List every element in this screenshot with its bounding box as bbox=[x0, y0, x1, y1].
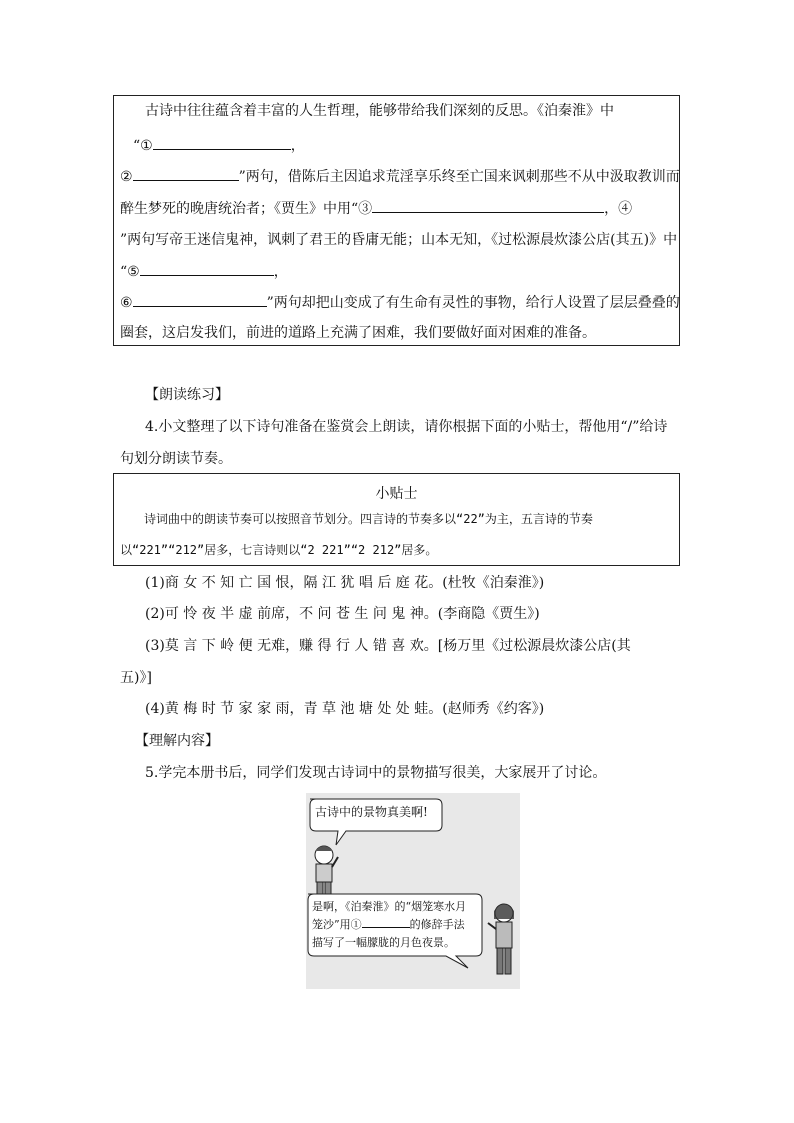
passage-line-2: “① ， bbox=[133, 135, 305, 156]
illustration-art bbox=[306, 793, 520, 989]
discussion-illustration bbox=[306, 793, 520, 989]
blank-1[interactable] bbox=[153, 135, 291, 150]
bubble-2-line-2: 笼沙”用① 的修辞手法 bbox=[312, 918, 465, 931]
poem-3: (3)莫 言 下 岭 便 无难，赚 得 行 人 错 喜 欢。[杨万里《过松源晨炊漆公店(其 bbox=[145, 638, 631, 654]
question-5: 5.学完本册书后，同学们发现古诗词中的景物描写很美，大家展开了讨论。 bbox=[145, 765, 607, 781]
question-4-line-1: 4.小文整理了以下诗句准备在鉴赏会上朗读，请你根据下面的小贴士，帮他用“/”给诗 bbox=[145, 419, 668, 435]
passage-line-1: 古诗中往往蕴含着丰富的人生哲理，能够带给我们深刻的反思。《泊秦淮》中 bbox=[145, 103, 614, 119]
blank-5[interactable] bbox=[140, 261, 274, 276]
section-understand-heading: 【理解内容】 bbox=[135, 733, 219, 749]
section-reading-heading: 【朗读练习】 bbox=[145, 387, 229, 403]
poem-2: (2)可 怜 夜 半 虚 前席，不 问 苍 生 问 鬼 神。(李商隐《贾生》) bbox=[145, 606, 540, 622]
bubble-blank-1[interactable] bbox=[362, 916, 410, 928]
poem-4: (4)黄 梅 时 节 家 家 雨，青 草 池 塘 处 处 蛙。(赵师秀《约客》) bbox=[145, 701, 545, 717]
blank-6[interactable] bbox=[133, 292, 267, 307]
tip-line-2: 以“221”“212”居多，七言诗则以“2 221”“2 212”居多。 bbox=[120, 543, 438, 557]
passage-line-5: ”两句写帝王迷信鬼神，讽刺了君王的昏庸无能；山本无知，《过松源晨炊漆公店(其五)》中 bbox=[120, 232, 678, 248]
blank-2[interactable] bbox=[133, 166, 239, 181]
passage-line-8: 圈套，这启发我们，前进的道路上充满了困难，我们要做好面对困难的准备。 bbox=[120, 325, 596, 341]
blank-3[interactable] bbox=[372, 198, 604, 213]
tip-line-1: 诗词曲中的朗读节奏可以按照音节划分。四言诗的节奏多以“22”为主，五言诗的节奏 bbox=[144, 512, 593, 526]
question-4-line-2: 句划分朗读节奏。 bbox=[120, 451, 232, 467]
passage-line-3: ② ”两句，借陈后主因追求荒淫享乐终至亡国来讽刺那些不从中汲取教训而 bbox=[120, 166, 680, 187]
bubble-1-text: 古诗中的景物真美啊! bbox=[315, 805, 428, 819]
passage-line-6: “⑤ ， bbox=[120, 261, 288, 282]
poem-3-continued: 五)》] bbox=[120, 670, 152, 686]
passage-line-7: ⑥ ”两句却把山变成了有生命有灵性的事物，给行人设置了层层叠叠的 bbox=[120, 292, 680, 313]
tip-title: 小贴士 bbox=[375, 486, 418, 502]
bubble-2-text: 是啊，《泊秦淮》的“烟笼寒水月 笼沙”用① 的修辞手法 描写了一幅朦胧的月色夜景。 bbox=[312, 900, 467, 949]
passage-line-4: 醉生梦死的晚唐统治者；《贾生》中用“③ ，④ bbox=[120, 198, 632, 219]
poem-1: (1)商 女 不 知 亡 国 恨，隔 江 犹 唱 后 庭 花。(杜牧《泊秦淮》) bbox=[145, 575, 545, 591]
